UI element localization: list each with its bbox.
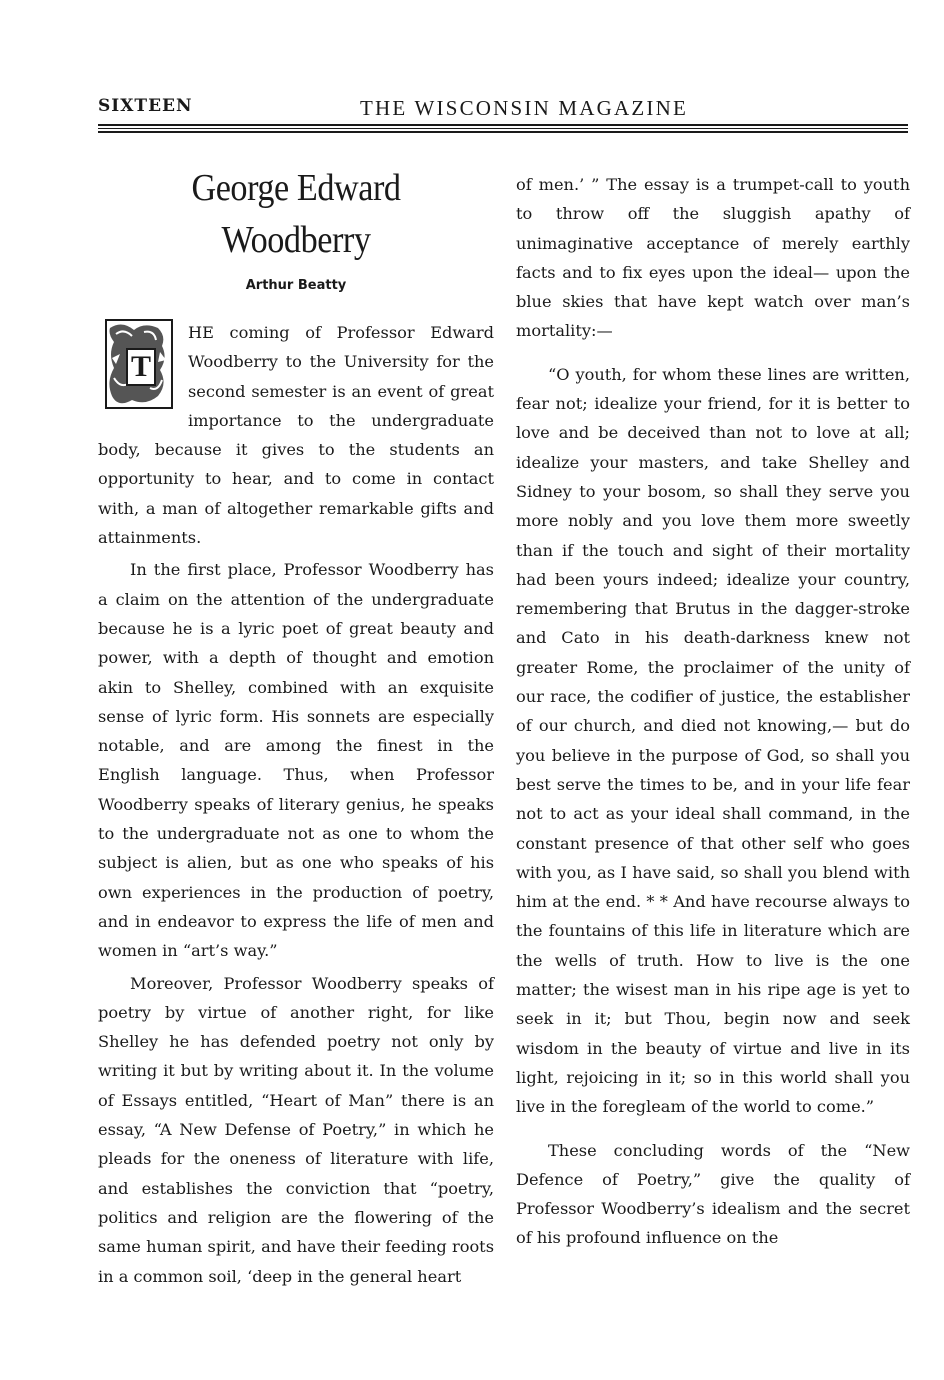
right-column [516, 170, 910, 1253]
article-byline: Arthur Beatty [245, 278, 347, 293]
paragraph: HE coming of Professor Edward Woodberry to the University for the second semester is an event of great importance to the undergraduate body, because it gives to the students an opportunity to hear, and to come in contact with, a man of altogether remarkable gifts and attainments. [98, 323, 494, 548]
paragraph: Moreover, Professor Woodberry speaks of poetry by virtue of another right, for like Shelley he has defended poetry not only by writing it but by writing about it. In the volume of Essays entitled, “Heart of Man” there is an essay, “A New Defense of Poetry,” in which he pleads for the oneness of literature with life, and establishes the conviction that “poetry, politics and religion are the flowering of the same human spirit, and have their feeding roots in a common soil, ‘deep in the general heart [98, 973, 494, 1286]
ornamental-dropcap-icon [104, 318, 174, 410]
article-title: George Edward Woodberry [191, 167, 401, 261]
paragraph: In the first place, Professor Woodberry has a claim on the attention of the undergraduate because he is a lyric poet of great beauty and power, with a depth of thought and emotion akin to Shelley, combined with an exquisite sense of lyric form. His sonnets are especially notable, and are among the finest in the English language. Thus, when Professor Woodberry speaks of literary genius, he speaks to the undergraduate not as one to whom the subject is alien, but as one who speaks of his own experiences in the production of poetry, and in endeavor to express the life of men and women in “art’s way.” [98, 560, 494, 961]
page-number-label: SIXTEEN [98, 96, 193, 116]
paragraph: These concluding words of the “New Defence of Poetry,” give the quality of Professor Woodberry’s idealism and the secret of his profound influence on the [516, 1140, 910, 1248]
magazine-title: THE WISCONSIN MAGAZINE [360, 96, 688, 120]
header-rule [98, 124, 908, 135]
dropcap-letter: T [126, 348, 156, 386]
running-header [98, 96, 908, 120]
left-column [98, 156, 494, 1291]
paragraph: of men.’ ” The essay is a trumpet-call to youth to throw off the sluggish apathy of unimaginative acceptance of merely earthly facts and to fix eyes upon the ideal— upon the blue skies that have kept watch over man’s mortality:— [516, 175, 910, 341]
block-quote: “O youth, for whom these lines are written, fear not; idealize your friend, for it is better to love and be deceived than not to love at all; idealize your masters, and take Shelley and Sidney to your bosom, so shall they serve you more nobly and you love them more sweetly than if the touch and sight of their mortality had been yours indeed; idealize your country, remembering that Brutus in the dagger-stroke and Cato in his death-darkness knew not greater Rome, the proclaimer of the unity of our race, the codifier of justice, the establisher of our church, and died not knowing,— but do you believe in the purpose of God, so shall you best serve the times to be, and in your life fear not to act as your ideal shall command, in the constant presence of that other self who goes with you, as I have said, so shall you blend with him at the end. * * And have recourse always to the fountains of this life in literature which are the wells of truth. How to live is the one matter; the wisest man in his ripe age is yet to seek in it; but Thou, begin now and seek wisdom in the beauty of virtue and live in its light, rejoicing in it; so in this world shall you live in the foregleam of the world to come.” [516, 364, 910, 1117]
